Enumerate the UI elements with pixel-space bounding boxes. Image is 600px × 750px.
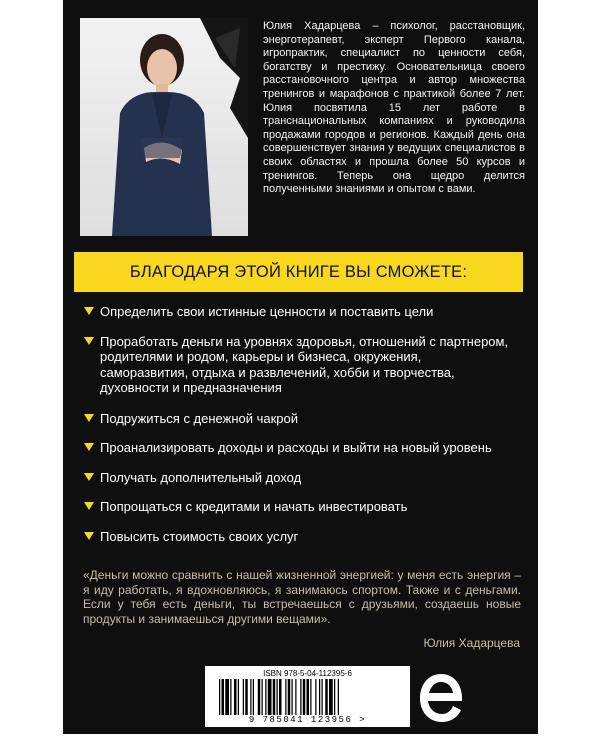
benefit-text: Проанализировать доходы и расходы и выйти на новый уровень [100,440,492,455]
benefit-text: Подружиться с денежной чакрой [100,410,299,426]
bullet-icon [84,502,94,510]
benefit-text: Определить свои истинные ценности и поставить цели [100,304,434,319]
isbn-number: ISBN 978-5-04-112395-6 [263,669,352,678]
bullet-icon [84,532,94,540]
publisher-logo-icon [416,670,466,726]
author-photo [80,18,248,236]
benefit-item [83,411,513,427]
quote-author: Юлия Хадарцева [423,636,520,650]
author-portrait-illustration [80,18,248,236]
bullet-icon [84,473,94,481]
benefits-banner [74,252,523,292]
barcode-bars [217,679,397,715]
benefit-item [83,304,513,320]
benefit-item [83,499,513,515]
back-cover [63,0,538,734]
bullet-icon [84,443,94,451]
ean-number: 9 785041 123956 > [248,715,367,725]
bullet-icon [84,307,94,315]
benefits-banner-title: БЛАГОДАРЯ ЭТОЙ КНИГЕ ВЫ СМОЖЕТЕ: [129,262,468,281]
author-bio: Юлия Хадарцева – психолог, расстановщик, энерготерапевт, эксперт Первого канала, игропрактик, специалист по ценности себя, богатству и престижу. Основательница своего расстановочного центра и автор множества тренингов и марафонов с практикой более 7 лет. Юлия посвятила 15 лет работе в транснациональных компаниях и руководила продажами городов и регионов. Каждый день она совершенствует знания у ведущих специалистов в своих областях и прошла более 50 курсов и тренингов. Теперь она щедро делится полученными знаниями и опытом с вами. [263,20,525,196]
benefit-item [83,470,513,486]
bullet-icon [84,337,94,345]
benefit-item [83,440,513,456]
benefit-item [83,529,513,545]
benefits-list [83,304,513,558]
bullet-icon [84,414,94,422]
barcode-label [205,666,410,727]
benefit-text: Повысить стоимость своих услуг [100,528,299,544]
author-quote: «Деньги можно сравнить с нашей жизненной энергией: у меня есть энергия – я иду работать, я вдохновляюсь, я занимаюсь спортом. Также и с деньгами. Если у тебя есть деньги, ты встречаешься с друзьями, создаешь новые продукты и занимаешься другими вещами». [83,568,521,626]
benefit-text: Проработать деньги на уровнях здоровья, отношений с партнером, родителями и родом, карьеры и бизнеса, окружения, саморазвития, отдыха и развлечений, хобби и творчества, духовности и предназначения [100,333,509,395]
benefit-text: Получать дополнительный доход [100,469,302,485]
benefit-item [83,334,513,396]
benefit-text: Попрощаться с кредитами и начать инвестировать [100,499,408,514]
